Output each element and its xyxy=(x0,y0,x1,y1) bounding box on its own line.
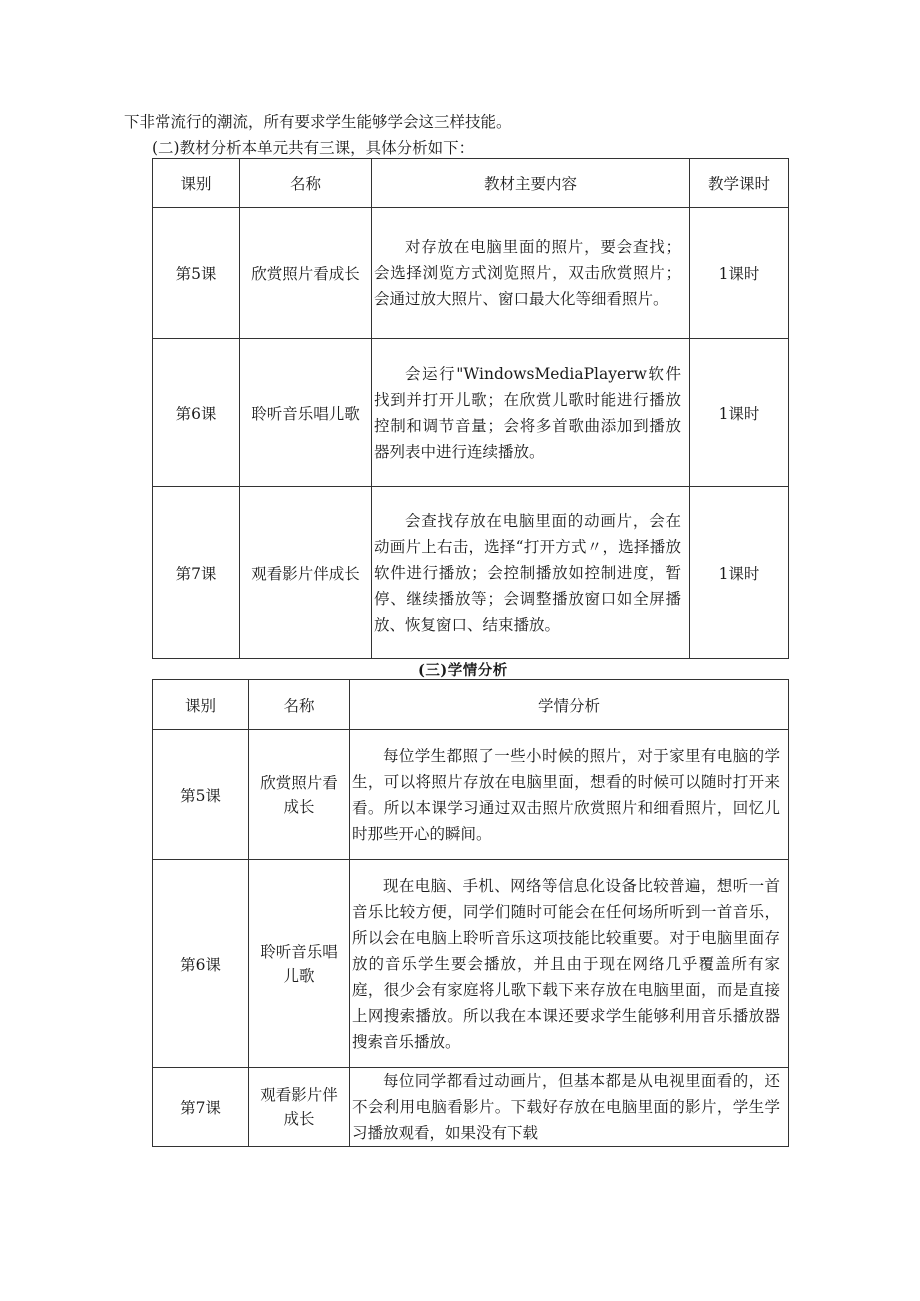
hours-cell: 1课时 xyxy=(690,208,789,339)
textbook-analysis-table xyxy=(152,158,789,659)
lesson-cell: 第6课 xyxy=(153,860,249,1068)
content-cell: 每位同学都看过动画片，但基本都是从电视里面看的，还不会利用电脑看影片。下载好存放在电脑里面的影片，学生学习播放观看，如果没有下载 xyxy=(350,1068,789,1147)
section-heading-textbook-analysis: (二)教材分析本单元共有三课，具体分析如下： xyxy=(152,139,475,157)
name-cell: 欣赏照片看成长 xyxy=(249,730,350,860)
table-row xyxy=(153,487,789,659)
header-lesson: 课别 xyxy=(153,680,249,730)
lesson-cell: 第5课 xyxy=(153,730,249,860)
content-cell: 现在电脑、手机、网络等信息化设备比较普遍，想听一首音乐比较方便，同学们随时可能会在任何场所听到一首音乐，所以会在电脑上聆听音乐这项技能比较重要。对于电脑里面存放的音乐学生要会播放，并且由于现在网络几乎覆盖所有家庭，很少会有家庭将儿歌下载下来存放在电脑里面，而是直接上网搜索播放。所以我在本课还要求学生能够利用音乐播放器搜索音乐播放。 xyxy=(350,860,789,1068)
header-lesson: 课别 xyxy=(153,159,240,208)
header-main-content: 教材主要内容 xyxy=(372,159,690,208)
name-cell: 欣赏照片看成长 xyxy=(240,208,372,339)
learner-analysis-table xyxy=(152,679,789,1147)
lesson-cell: 第7课 xyxy=(153,487,240,659)
table-row xyxy=(153,1068,789,1147)
name-cell: 观看影片伴成长 xyxy=(240,487,372,659)
hours-cell: 1课时 xyxy=(690,487,789,659)
table-header-row xyxy=(153,159,789,208)
lesson-cell: 第5课 xyxy=(153,208,240,339)
table-row xyxy=(153,339,789,487)
table-row xyxy=(153,730,789,860)
lesson-cell: 第6课 xyxy=(153,339,240,487)
content-cell: 对存放在电脑里面的照片，要会查找；会选择浏览方式浏览照片，双击欣赏照片；会通过放大照片、窗口最大化等细看照片。 xyxy=(372,208,690,339)
lesson-cell: 第7课 xyxy=(153,1068,249,1147)
hours-cell: 1课时 xyxy=(690,339,789,487)
intro-line: 下非常流行的潮流，所有要求学生能够学会这三样技能。 xyxy=(124,113,512,131)
table-row xyxy=(153,860,789,1068)
table-row xyxy=(153,208,789,339)
header-name: 名称 xyxy=(249,680,350,730)
section-heading-learner-analysis: (三)学情分析 xyxy=(418,662,508,679)
content-cell: 会查找存放在电脑里面的动画片，会在动画片上右击，选择“打开方式〃，选择播放软件进行播放；会控制播放如控制进度，暂停、继续播放等；会调整播放窗口如全屏播放、恢复窗口、结束播放。 xyxy=(372,487,690,659)
header-class-hours: 教学课时 xyxy=(690,159,789,208)
table-header-row xyxy=(153,680,789,730)
content-cell: 每位学生都照了一些小时候的照片，对于家里有电脑的学生，可以将照片存放在电脑里面，想看的时候可以随时打开来看。所以本课学习通过双击照片欣赏照片和细看照片，回忆儿时那些开心的瞬间。 xyxy=(350,730,789,860)
content-cell: 会运行"WindowsMediaPlayerw软件找到并打开儿歌；在欣赏儿歌时能进行播放控制和调节音量；会将多首歌曲添加到播放器列表中进行连续播放。 xyxy=(372,339,690,487)
header-learner-analysis: 学情分析 xyxy=(350,680,789,730)
name-cell: 聆听音乐唱儿歌 xyxy=(240,339,372,487)
name-cell: 观看影片伴成长 xyxy=(249,1068,350,1147)
name-cell: 聆听音乐唱儿歌 xyxy=(249,860,350,1068)
header-name: 名称 xyxy=(240,159,372,208)
